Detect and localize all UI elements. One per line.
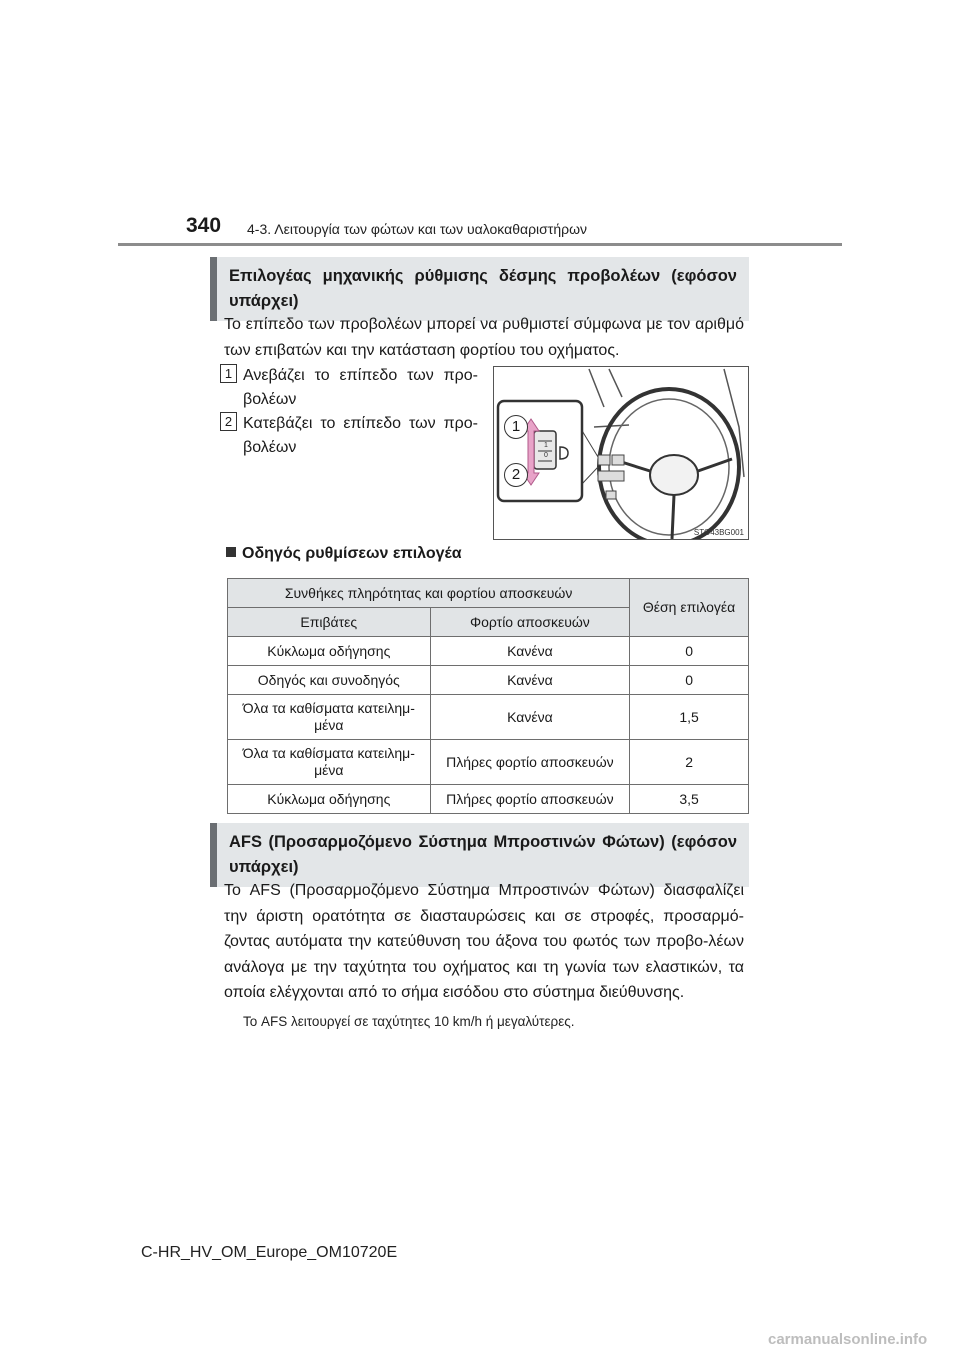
item-text-raise: Ανεβάζει το επίπεδο των προ-βολέων [243, 367, 478, 408]
table-row [228, 666, 749, 695]
section-heading-line2: υπάρχει) [229, 292, 299, 310]
figure-callout-2: 2 [504, 463, 528, 487]
header-divider [118, 243, 842, 246]
svg-text:1: 1 [544, 442, 548, 449]
watermark: carmanualsonline.info [768, 1331, 928, 1348]
table-row [228, 740, 749, 785]
steering-wheel-illustration [494, 367, 748, 539]
selector-settings-table [227, 578, 749, 814]
guide-heading-text: Οδηγός ρυθμίσεων επιλογέα [242, 545, 462, 562]
cell-passengers: Κύκλωμα οδήγησης [228, 637, 431, 666]
cell-position: 0 [630, 666, 749, 695]
cell-position: 1,5 [630, 695, 749, 740]
section-heading-line1: AFS (Προσαρμοζόμενο Σύστημα Μπροστινών Φώτων) (εφόσον [229, 833, 737, 851]
item-number-2: 2 [220, 412, 237, 431]
cell-luggage: Πλήρες φορτίο αποσκευών [430, 740, 630, 785]
guide-heading [226, 545, 462, 563]
document-code: C-HR_HV_OM_Europe_OM10720E [141, 1244, 398, 1261]
cell-luggage: Κανένα [430, 637, 630, 666]
cell-passengers: Οδηγός και συνοδηγός [228, 666, 431, 695]
table-row [228, 695, 749, 740]
figure-callout-1: 1 [504, 415, 528, 439]
cell-position: 3,5 [630, 785, 749, 814]
square-bullet-icon [226, 547, 236, 557]
cell-passengers: Όλα τα καθίσματα κατειλημ-μένα [228, 695, 431, 740]
afs-paragraph: Το AFS (Προσαρμοζόμενο Σύστημα Μπροστινών Φώτων) διασφαλίζει την άριστη ορατότητα σε διασταυρώσεις και σε στροφές, προσαρμό-ζοντας αυτόματα την κατεύθυνση του άξονα του φωτός των προβο-λέων ανάλογα με την ταχύτητα του οχήματος και τη γωνία των ελαστικών, τα οποία ελέγχονται από το σήμα εισόδου στο σύστημα διεύθυνσης. [224, 882, 744, 1001]
cell-luggage: Πλήρες φορτίο αποσκευών [430, 785, 630, 814]
intro-paragraph: Το επίπεδο των προβολέων μπορεί να ρυθμιστεί σύμφωνα με τον αριθμό των επιβατών και την κατάσταση φορτίου του οχήματος. [224, 316, 744, 359]
header-conditions: Συνθήκες πληρότητας και φορτίου αποσκευών [228, 579, 630, 608]
cell-luggage: Κανένα [430, 666, 630, 695]
header-luggage: Φορτίο αποσκευών [430, 608, 630, 637]
header-passengers: Επιβάτες [228, 608, 431, 637]
item-number-1: 1 [220, 364, 237, 383]
cell-luggage: Κανένα [430, 695, 630, 740]
cell-position: 2 [630, 740, 749, 785]
figure-code: STO43BG001 [693, 528, 744, 537]
section-heading-line1: Επιλογέας μηχανικής ρύθμισης δέσμης προβολέων (εφόσον [229, 267, 737, 285]
page-number: 340 [186, 214, 222, 237]
cell-position: 0 [630, 637, 749, 666]
breadcrumb: 4-3. Λειτουργία των φώτων και των υαλοκαθαριστήρων [247, 221, 588, 237]
headlight-leveling-figure [493, 366, 749, 540]
table-header-row [228, 579, 749, 608]
cell-passengers: Όλα τα καθίσματα κατειλημ-μένα [228, 740, 431, 785]
table-row [228, 637, 749, 666]
header-selector-position: Θέση επιλογέα [630, 579, 749, 637]
item-text-lower: Κατεβάζει το επίπεδο των προ-βολέων [243, 415, 478, 456]
afs-note: Το AFS λειτουργεί σε ταχύτητες 10 km/h ή μεγαλύτερες. [243, 1014, 575, 1029]
svg-text:0: 0 [544, 452, 548, 459]
cell-passengers: Κύκλωμα οδήγησης [228, 785, 431, 814]
table-row [228, 785, 749, 814]
section-heading-line2: υπάρχει) [229, 858, 299, 876]
